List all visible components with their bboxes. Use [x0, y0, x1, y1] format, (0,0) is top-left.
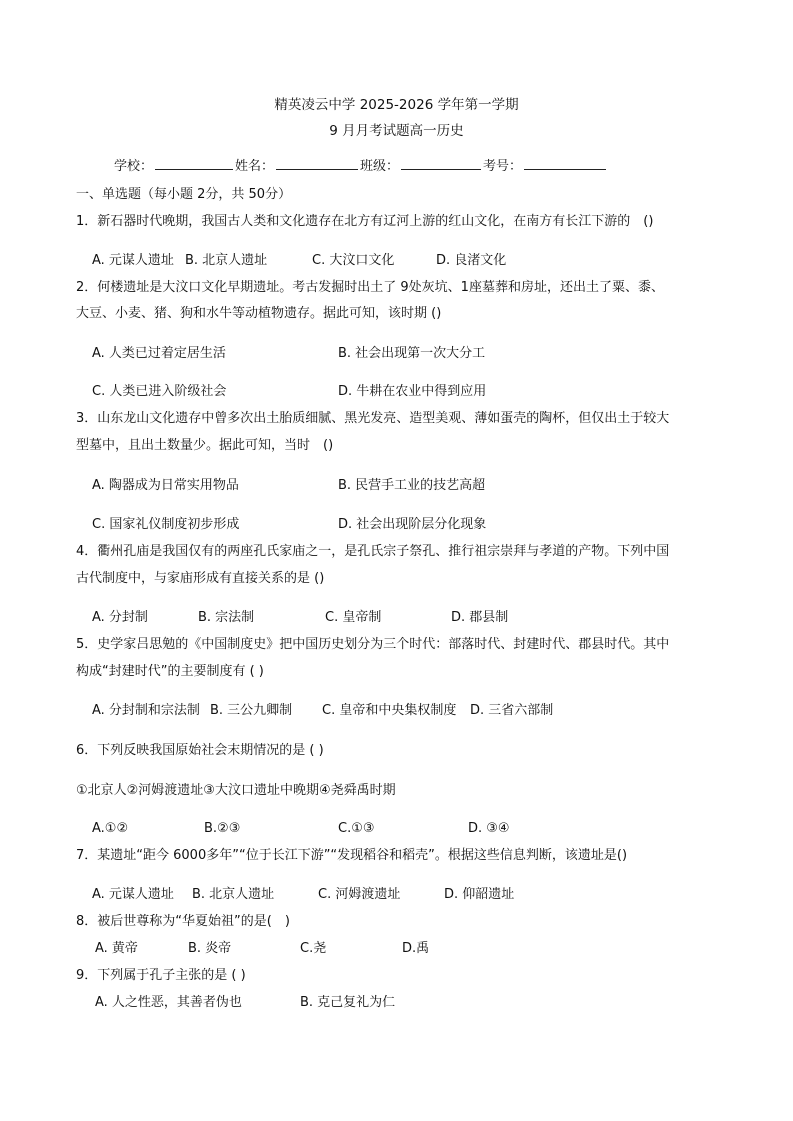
q1-option-a[interactable]: A. 元谋人遗址: [92, 253, 174, 268]
q4-option-c[interactable]: C. 皇帝制: [325, 610, 382, 625]
question-5-stem-line2: 构成“封建时代”的主要制度有 ( ): [76, 664, 264, 679]
q8-option-d[interactable]: D.禹: [402, 941, 430, 956]
question-2-stem: 2．何楼遗址是大汶口文化早期遗址。考古发掘时出土了 9处灰坑、1座墓葬和房址，还出土了粟、黍、: [76, 280, 664, 295]
class-label: 班级：: [360, 159, 400, 174]
q7-option-c[interactable]: C. 河姆渡遗址: [318, 887, 401, 902]
q4-option-a[interactable]: A. 分封制: [92, 610, 148, 625]
q2-option-b[interactable]: B. 社会出现第一次大分工: [338, 346, 486, 361]
q8-option-b[interactable]: B. 炎帝: [188, 941, 232, 956]
q3-option-a[interactable]: A. 陶器成为日常实用物品: [92, 478, 239, 493]
q1-option-c[interactable]: C. 大汶口文化: [312, 253, 395, 268]
q3-option-c[interactable]: C. 国家礼仪制度初步形成: [92, 517, 240, 532]
q9-option-a[interactable]: A. 人之性恶，其善者伪也: [95, 995, 242, 1010]
q8-option-a[interactable]: A. 黄帝: [95, 941, 138, 956]
q3-option-d[interactable]: D. 社会出现阶层分化现象: [338, 517, 487, 532]
question-9-stem: 9．下列属于孔子主张的是 ( ): [76, 968, 246, 983]
q2-option-d[interactable]: D. 牛耕在农业中得到应用: [338, 384, 487, 399]
q6-option-d[interactable]: D. ③④: [468, 821, 510, 836]
question-3-stem: 3．山东龙山文化遗存中曾多次出土胎质细腻、黑光发亮、造型美观、薄如蛋壳的陶杯，但仅出土于较大: [76, 411, 670, 426]
q1-option-d[interactable]: D. 良渚文化: [436, 253, 507, 268]
question-6-stem: 6．下列反映我国原始社会末期情况的是 ( ): [76, 743, 324, 758]
q4-option-b[interactable]: B. 宗法制: [198, 610, 255, 625]
q7-option-a[interactable]: A. 元谋人遗址: [92, 887, 174, 902]
section-title: 一、单选题（每小题 2分，共 50分）: [76, 187, 292, 202]
question-5-stem: 5．史学家吕思勉的《中国制度史》把中国历史划分为三个时代：部落时代、封建时代、郡县时代。其中: [76, 637, 670, 652]
q4-option-d[interactable]: D. 郡县制: [451, 610, 509, 625]
q7-option-b[interactable]: B. 北京人遗址: [192, 887, 275, 902]
q5-option-a[interactable]: A. 分封制和宗法制: [92, 703, 200, 718]
question-4-stem: 4．衢州孔庙是我国仅有的两座孔氏家庙之一，是孔氏宗子祭孔、推行祖宗崇拜与孝道的产物。下列中国: [76, 544, 670, 559]
q6-option-a[interactable]: A.①②: [92, 821, 129, 836]
q2-option-c[interactable]: C. 人类已进入阶级社会: [92, 384, 227, 399]
q5-option-d[interactable]: D. 三省六部制: [470, 703, 554, 718]
name-blank[interactable]: [276, 156, 358, 170]
q6-option-c[interactable]: C.①③: [338, 821, 375, 836]
school-blank[interactable]: [155, 156, 233, 170]
name-label: 姓名：: [235, 159, 275, 174]
question-6-material: ①北京人②河姆渡遗址③大汶口遗址中晚期④尧舜禹时期: [76, 783, 396, 798]
number-blank[interactable]: [524, 156, 606, 170]
question-4-stem-line2: 古代制度中，与家庙形成有直接关系的是 (): [76, 571, 325, 586]
q6-option-b[interactable]: B.②③: [204, 821, 241, 836]
question-8-stem: 8．被后世尊称为“华夏始祖”的是( ): [76, 914, 290, 929]
class-blank[interactable]: [401, 156, 481, 170]
school-label: 学校：: [114, 159, 154, 174]
q7-option-d[interactable]: D. 仰韶遗址: [444, 887, 515, 902]
question-1-stem: 1．新石器时代晚期，我国古人类和文化遗存在北方有辽河上游的红山文化，在南方有长江下游的 (): [76, 214, 654, 229]
q9-option-b[interactable]: B. 克己复礼为仁: [300, 995, 396, 1010]
q8-option-c[interactable]: C.尧: [300, 941, 327, 956]
question-2-stem-line2: 大豆、小麦、猪、狗和水牛等动植物遗存。据此可知，该时期 (): [76, 306, 442, 321]
q3-option-b[interactable]: B. 民营手工业的技艺高超: [338, 478, 486, 493]
exam-title: 9 月月考试题高一历史: [329, 123, 464, 139]
q2-option-a[interactable]: A. 人类已过着定居生活: [92, 346, 226, 361]
q1-option-b[interactable]: B. 北京人遗址: [185, 253, 268, 268]
student-info-row: [114, 156, 608, 176]
question-3-stem-line2: 型墓中，且出土数量少。据此可知，当时 (): [76, 438, 334, 453]
school-title: 精英凌云中学 2025-2026 学年第一学期: [274, 97, 519, 113]
number-label: 考号：: [483, 159, 523, 174]
q5-option-c[interactable]: C. 皇帝和中央集权制度: [322, 703, 457, 718]
q5-option-b[interactable]: B. 三公九卿制: [210, 703, 293, 718]
question-7-stem: 7．某遗址“距今 6000多年”“位于长江下游”“发现稻谷和稻壳”。根据这些信息判断，该遗址是(): [76, 848, 628, 863]
